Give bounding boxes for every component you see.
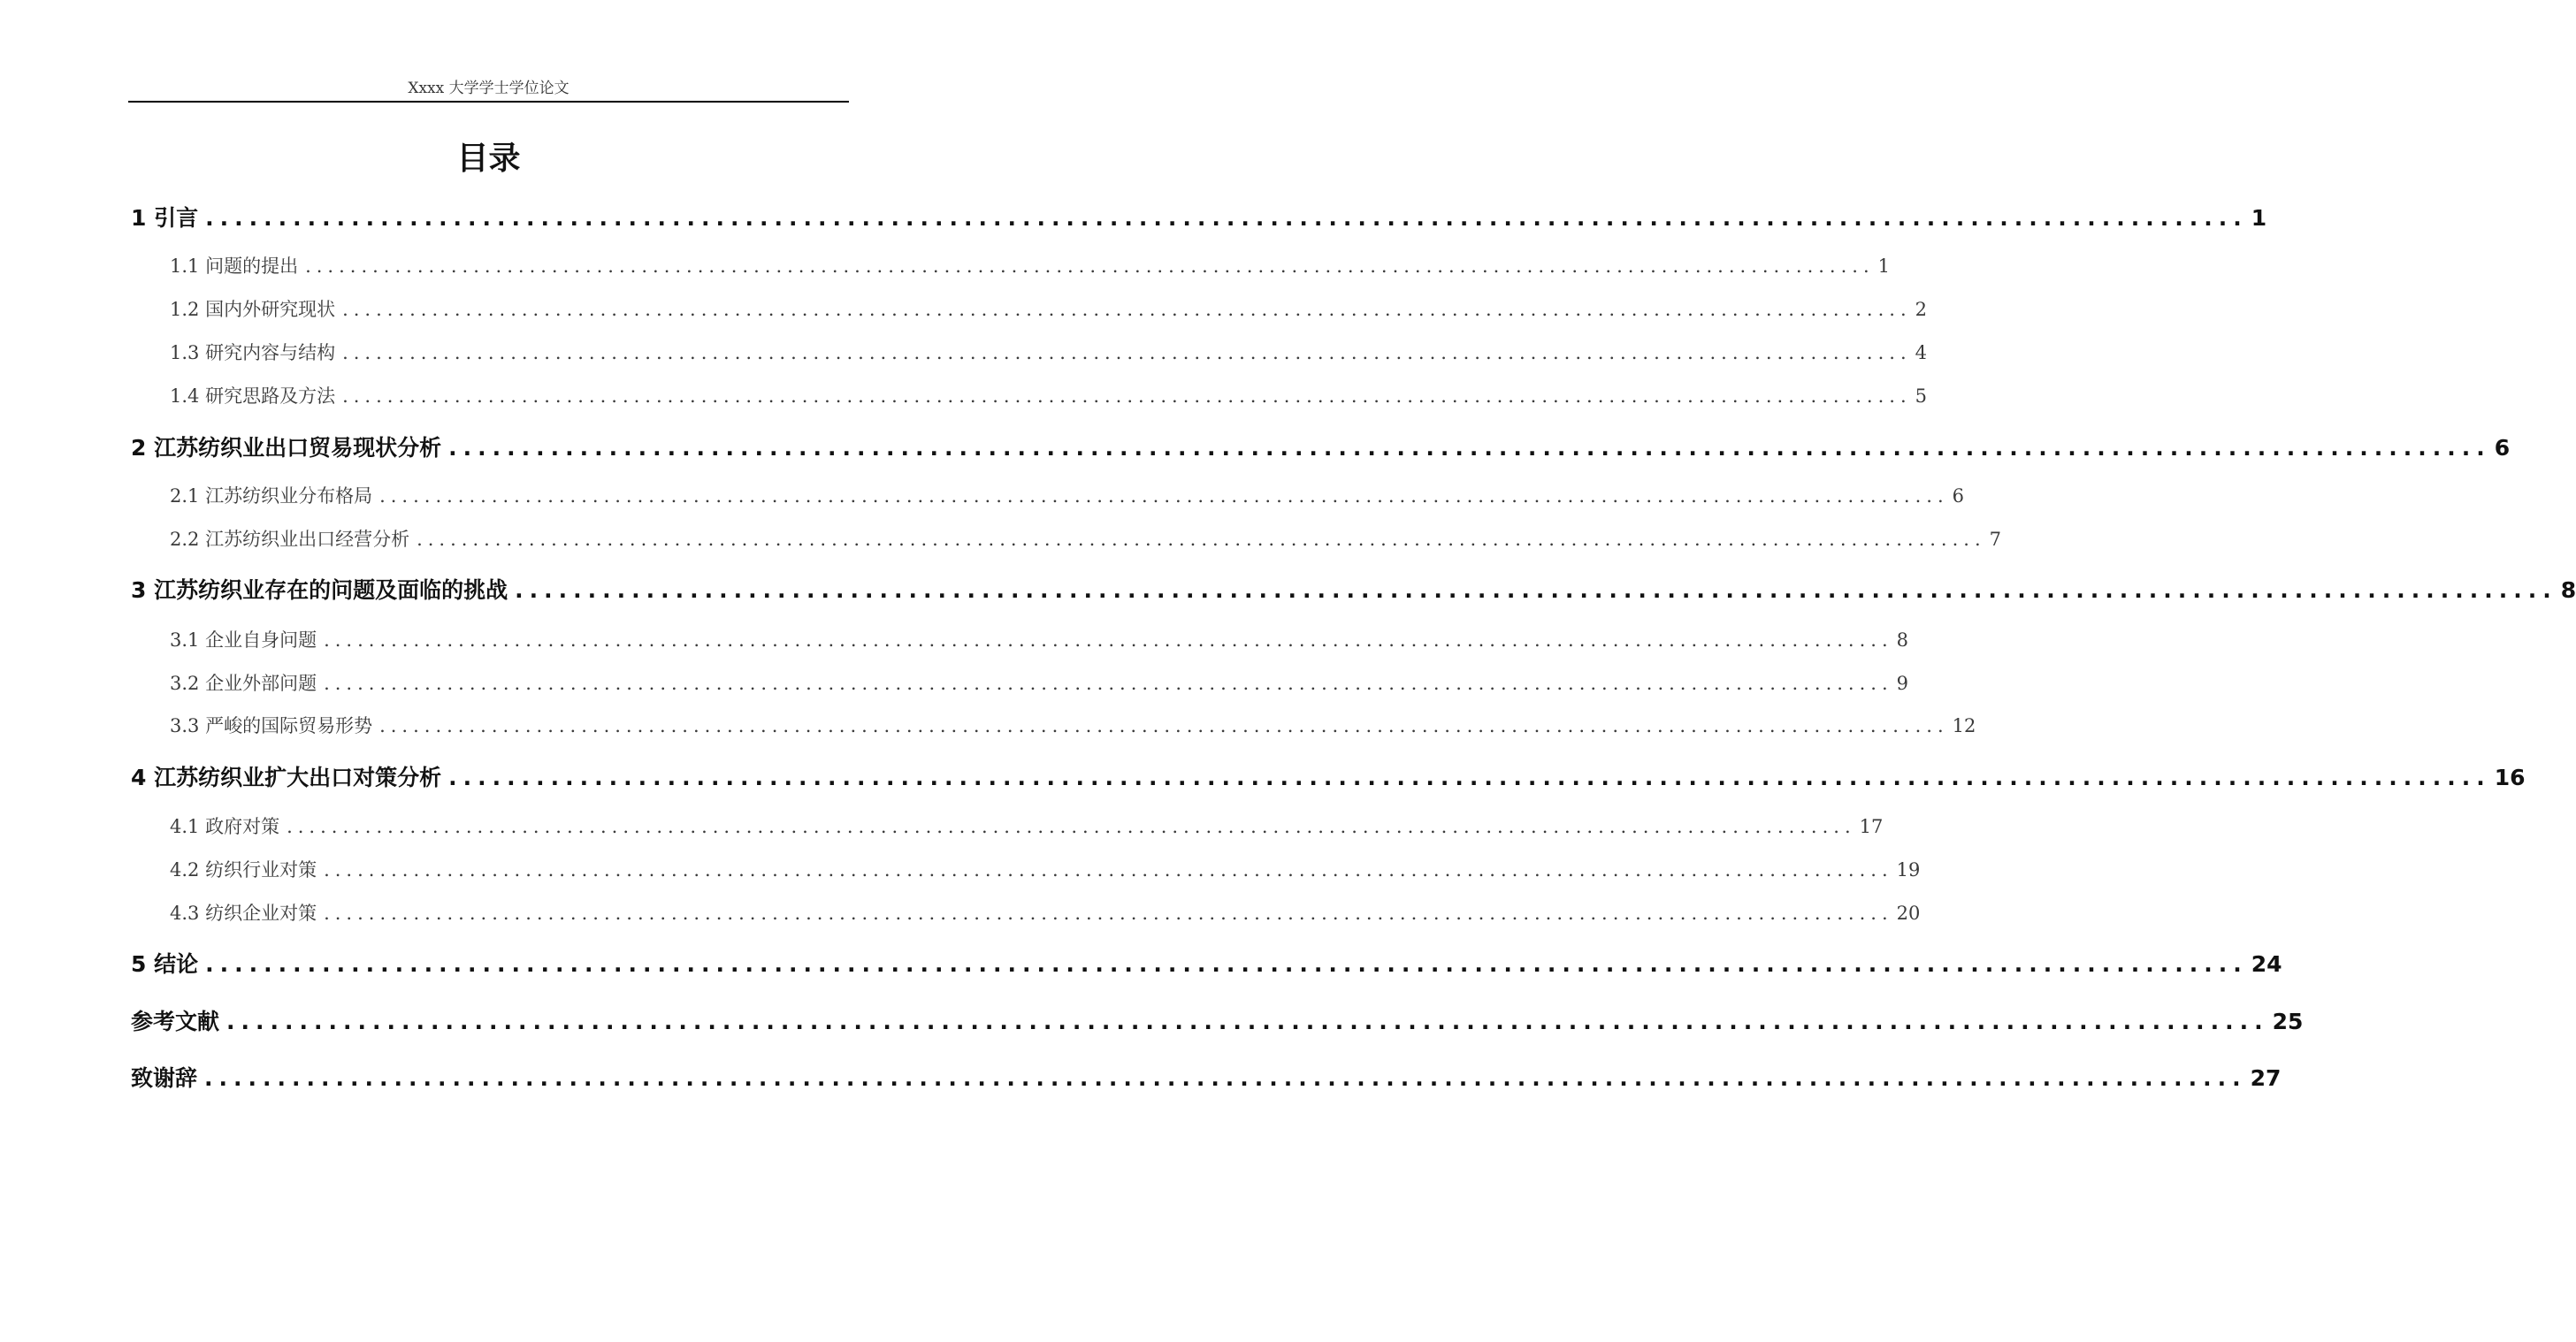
toc-entry-1-1[interactable] [170,253,1890,279]
toc-entry-label: 参考文献 [131,1009,220,1034]
toc-entry-2-1[interactable] [170,483,1964,509]
toc-entry-ch5[interactable] [131,949,2282,980]
toc-dot-leader: ............................................................................................................................................ [205,951,2248,977]
toc-page-number: 1 [2251,205,2267,231]
toc-page-number: 1 [1877,255,1890,277]
toc-dot-leader: ............................................................................................................................................ [448,435,2491,461]
toc-entry-1-2[interactable] [170,296,1927,323]
toc-entry-ch2[interactable] [131,433,2511,463]
toc-dot-leader: ............................................................................................................................................ [448,765,2491,790]
toc-dot-leader: ............................................................................................................................................ [226,1009,2269,1034]
toc-dot-leader: ............................................................................................................................................ [342,342,1912,363]
toc-entry-acknowledgements[interactable] [131,1064,2282,1094]
toc-entry-references[interactable] [131,1007,2304,1037]
toc-entry-label: 1.3 研究内容与结构 [170,342,336,363]
toc-entry-label: 4.2 纺织行业对策 [170,859,317,881]
toc-entry-4-1[interactable] [170,813,1884,840]
toc-dot-leader: ............................................................................................................................................ [305,255,1875,277]
toc-entry-label: 1 引言 [131,205,199,231]
toc-dot-leader: ............................................................................................................................................ [204,1065,2247,1091]
toc-title: 目录 [456,141,521,177]
toc-page-number: 17 [1859,816,1884,837]
toc-page-number: 9 [1896,673,1908,694]
toc-dot-leader: ............................................................................................................................................ [342,299,1912,320]
toc-entry-label: 4.1 政府对策 [170,816,280,837]
toc-dot-leader: ............................................................................................................................................ [205,205,2248,231]
toc-entry-1-3[interactable] [170,339,1927,366]
toc-entry-label: 3.2 企业外部问题 [170,673,317,694]
toc-page-number: 8 [1896,629,1908,651]
toc-entry-label: 1.1 问题的提出 [170,255,299,277]
toc-page-number: 19 [1896,859,1921,881]
toc-dot-leader: ............................................................................................................................................ [324,629,1893,651]
toc-entry-label: 5 结论 [131,951,199,977]
toc-entry-3-2[interactable] [170,670,1908,697]
toc-dot-leader: ............................................................................................................................................ [324,673,1893,694]
toc-entry-label: 4.3 纺织企业对策 [170,903,317,924]
toc-page-number: 8 [2560,577,2576,603]
toc-dot-leader: ............................................................................................................................................ [324,903,1893,924]
toc-entry-label: 4 江苏纺织业扩大出口对策分析 [131,765,442,790]
toc-page-number: 6 [2494,435,2511,461]
toc-entry-label: 3 江苏纺织业存在的问题及面临的挑战 [131,577,508,603]
toc-entry-ch1[interactable] [131,203,2267,233]
toc-dot-leader: ............................................................................................................................................ [379,485,1949,507]
toc-dot-leader: ............................................................................................................................................ [379,715,1949,736]
toc-dot-leader: ............................................................................................................................................ [417,529,1986,550]
toc-page-number: 20 [1896,903,1921,924]
toc-entry-4-2[interactable] [170,857,1921,883]
toc-dot-leader: ............................................................................................................................................ [515,577,2557,603]
toc-entry-label: 2.1 江苏纺织业分布格局 [170,485,373,507]
toc-dot-leader: ............................................................................................................................................ [324,859,1893,881]
toc-entry-1-4[interactable] [170,383,1927,409]
toc-entry-4-3[interactable] [170,900,1921,926]
toc-entry-label: 1.4 研究思路及方法 [170,385,336,407]
toc-entry-3-1[interactable] [170,627,1908,653]
toc-entry-label: 1.2 国内外研究现状 [170,299,336,320]
toc-page-number: 16 [2494,765,2526,790]
toc-page-number: 27 [2250,1065,2282,1091]
toc-page-number: 7 [1989,529,2001,550]
toc-page-number: 4 [1915,342,1927,363]
toc-page-number: 5 [1915,385,1927,407]
toc-entry-label: 致谢辞 [131,1065,198,1091]
toc-page-number: 12 [1952,715,1976,736]
toc-entry-ch4[interactable] [131,763,2526,793]
toc-page-number: 6 [1952,485,1964,507]
running-header: Xxxx 大学学士学位论文 [408,80,569,97]
toc-entry-3-3[interactable] [170,713,1976,739]
toc-page-number: 24 [2251,951,2282,977]
toc-entry-label: 3.3 严峻的国际贸易形势 [170,715,373,736]
toc-entry-label: 2.2 江苏纺织业出口经营分析 [170,529,410,550]
toc-page-number: 2 [1915,299,1927,320]
toc-dot-leader: ............................................................................................................................................ [342,385,1912,407]
toc-entry-2-2[interactable] [170,526,2001,553]
toc-page-number: 25 [2272,1009,2304,1034]
toc-entry-ch3[interactable] [131,576,2576,606]
toc-entry-label: 3.1 企业自身问题 [170,629,317,651]
toc-dot-leader: ............................................................................................................................................ [287,816,1856,837]
toc-entry-label: 2 江苏纺织业出口贸易现状分析 [131,435,442,461]
